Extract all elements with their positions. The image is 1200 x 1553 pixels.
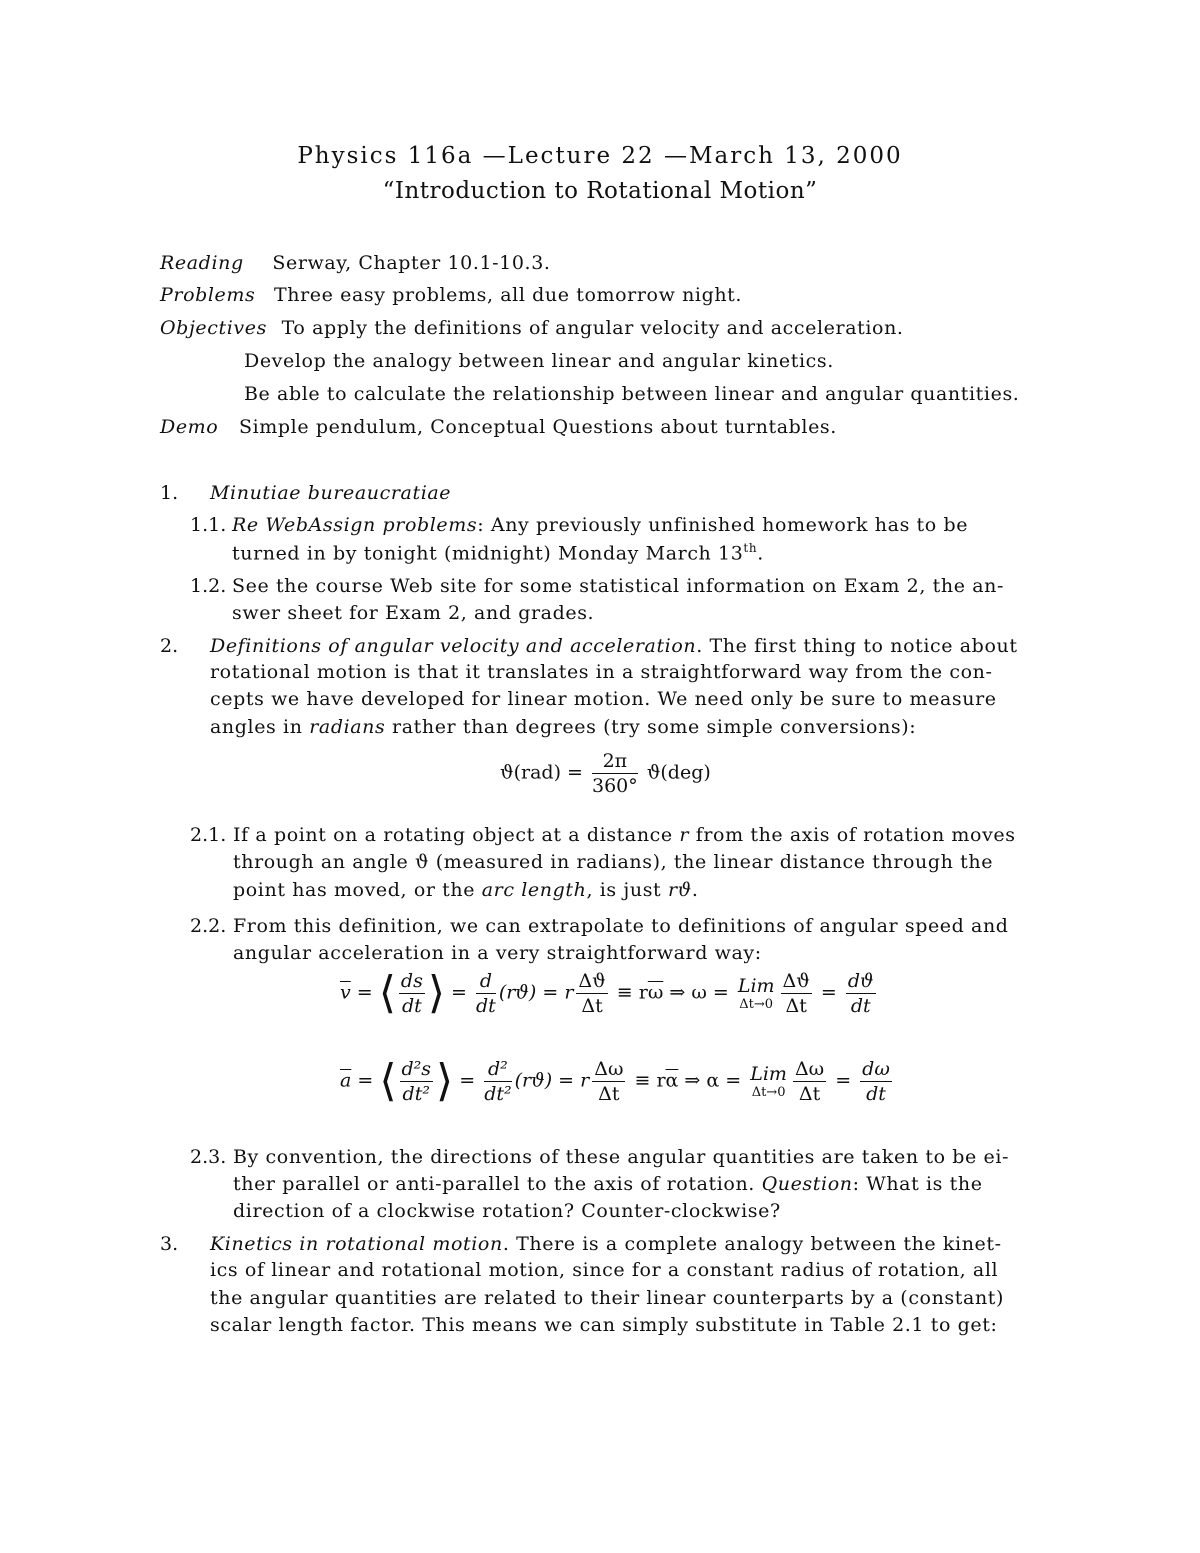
section-2-title-rest: . The first thing to notice about bbox=[696, 635, 1018, 657]
item-2-1-b: from the axis of rotation moves bbox=[689, 824, 1016, 846]
r-factor: r bbox=[564, 981, 574, 1004]
v-bar: $\overline{v}$ bbox=[340, 981, 351, 1004]
r-theta-term: (rϑ) bbox=[498, 981, 537, 1004]
objectives-line-3: Be able to calculate the relationship between linear and angular quantities. bbox=[244, 383, 1020, 405]
a-bar: $\overline{a}$ bbox=[340, 1069, 352, 1092]
limit-2 bbox=[750, 1063, 787, 1100]
d-dt-fraction bbox=[476, 970, 496, 1017]
d: d bbox=[476, 970, 496, 994]
limit bbox=[738, 975, 775, 1012]
item-1-1-line-2 bbox=[232, 541, 764, 564]
angle-conversion-equation bbox=[500, 750, 711, 797]
item-1-1-number: 1.1. bbox=[190, 514, 227, 536]
item-2-1-number: 2.1. bbox=[190, 824, 227, 846]
section-2-number: 2. bbox=[160, 635, 179, 657]
r-theta-term-2: (rϑ) bbox=[514, 1069, 553, 1092]
lim-sub: Δt→0 bbox=[739, 997, 774, 1012]
equiv-r: ≡ r bbox=[616, 981, 648, 1004]
section-3-line-1 bbox=[210, 1233, 1002, 1255]
right-angle-bracket: ⟩ bbox=[427, 967, 445, 1019]
section-2-line-3: cepts we have developed for linear motion. We need only be sure to measure bbox=[210, 688, 997, 710]
item-2-2-line-2: angular acceleration in a very straightforward way: bbox=[233, 942, 762, 964]
section-3-title: Kinetics in rotational motion bbox=[210, 1233, 503, 1255]
dt-2: dt bbox=[476, 995, 496, 1017]
lim: Lim bbox=[737, 975, 775, 997]
angular-acceleration-equation: $\overline{a}$ = ⟨ $\frac{\text{d²s}}{\text{dt²}}$ ⟩ = $\frac{\text{d²}}{\text{dt²}}$ (rϑ) = r $\frac{\Delta\omega}{\Delta t}$ ≡ $r\overline{\alpha}$ ⇒ α = Lim Δt→0 $\frac{\Delta\omega}{\Delta t}$ = $\frac{d\omega}{dt}$ bbox=[340, 1055, 890, 1107]
item-2-1-line-2: through an angle ϑ (measured in radians), the linear distance through the bbox=[233, 851, 994, 873]
delta-t: Δt bbox=[581, 995, 603, 1017]
d2: d² bbox=[484, 1058, 511, 1082]
problems-row bbox=[160, 284, 742, 306]
dt-3: dt bbox=[850, 995, 871, 1017]
section-1-title: Minutiae bureaucratiae bbox=[210, 482, 452, 504]
delta-theta: Δϑ bbox=[578, 970, 606, 992]
delta-theta-2: Δϑ bbox=[782, 970, 810, 992]
problems-text: Three easy problems, all due tomorrow night. bbox=[274, 284, 743, 306]
implies-omega: ⇒ ω = bbox=[669, 981, 729, 1004]
section-2-line-4-b: rather than degrees (try some simple conversions): bbox=[385, 716, 917, 738]
item-2-2-line-1: From this definition, we can extrapolate to definitions of angular speed and bbox=[233, 915, 1009, 937]
implies-alpha: ⇒ α = bbox=[684, 1069, 742, 1092]
item-2-3-line-3: direction of a clockwise rotation? Counter-clockwise? bbox=[233, 1200, 781, 1222]
domega-dt-derivative bbox=[860, 1058, 892, 1105]
objectives-row bbox=[160, 317, 904, 339]
dt: dt bbox=[401, 995, 422, 1017]
eq1-fraction bbox=[592, 750, 638, 797]
item-2-3-line-2 bbox=[233, 1173, 983, 1195]
delta-omega: Δω bbox=[594, 1058, 624, 1080]
objectives-line-2: Develop the analogy between linear and angular kinetics. bbox=[244, 350, 834, 372]
domega-dt-fraction bbox=[592, 1058, 625, 1105]
dt-4: dt bbox=[866, 1083, 886, 1105]
section-3-line-4: scalar length factor. This means we can simply substitute in Table 2.1 to get: bbox=[210, 1314, 998, 1336]
eq1-lhs: ϑ(rad) = bbox=[500, 761, 583, 784]
angular-velocity-equation: $\overline{v}$ = ⟨ $\frac{ds}{dt}$ ⟩ = $\frac{d}{dt}$ (rϑ) = r $\frac{\Delta ϑ}{\Delta t}$ ≡ $r\overline{\omega}$ ⇒ ω = Lim Δt→0 $\frac{\Delta ϑ}{\Delta t}$ = $\frac{dϑ}{dt}$ bbox=[340, 967, 874, 1019]
d2-dt2-fraction bbox=[484, 1058, 511, 1105]
arc-length-term: arc length bbox=[481, 879, 587, 901]
objectives-text: To apply the definitions of angular velocity and acceleration. bbox=[281, 317, 904, 339]
left-angle-bracket: ⟨ bbox=[378, 967, 396, 1019]
reading-text: Serway, Chapter 10.1-10.3. bbox=[272, 252, 551, 274]
item-1-1-end: . bbox=[757, 542, 764, 565]
item-2-3-line-2-a: ther parallel or anti-parallel to the axis of rotation. bbox=[233, 1173, 762, 1195]
item-2-1-line-3 bbox=[233, 879, 698, 901]
left-angle-bracket-2: ⟨ bbox=[379, 1055, 397, 1107]
item-2-1-end: . bbox=[691, 879, 699, 901]
ds-dt-fraction bbox=[399, 970, 425, 1017]
item-1-2-number: 1.2. bbox=[190, 575, 227, 597]
lim-sub-2: Δt→0 bbox=[751, 1085, 786, 1100]
r-theta: rϑ bbox=[667, 879, 692, 901]
dtheta-dt-derivative bbox=[846, 970, 876, 1017]
section-2-title: Definitions of angular velocity and acceleration bbox=[210, 635, 697, 657]
demo-row bbox=[160, 416, 837, 438]
item-1-2-line-2: swer sheet for Exam 2, and grades. bbox=[232, 602, 595, 624]
section-2-line-4 bbox=[210, 716, 916, 738]
delta-t-2: Δt bbox=[785, 995, 807, 1017]
equiv-r-2: ≡ r bbox=[634, 1069, 666, 1092]
dtheta-dt-fraction bbox=[576, 970, 607, 1017]
reading-row bbox=[160, 252, 551, 274]
eq1-numerator: 2π bbox=[592, 750, 638, 774]
right-angle-bracket-2: ⟩ bbox=[436, 1055, 454, 1107]
section-2-line-1 bbox=[210, 635, 1018, 657]
omega-bar: $\overline{\omega}$ bbox=[647, 981, 664, 1004]
item-2-2-number: 2.2. bbox=[190, 915, 227, 937]
item-1-2-line-1: See the course Web site for some statistical information on Exam 2, the an- bbox=[232, 575, 1004, 597]
delta-omega-2: Δω bbox=[794, 1058, 825, 1080]
ds: ds bbox=[400, 970, 423, 992]
section-1-number: 1. bbox=[160, 482, 179, 504]
r-factor-2: r bbox=[580, 1069, 590, 1092]
item-2-3-number: 2.3. bbox=[190, 1146, 227, 1168]
item-2-3-line-2-b: : What is the bbox=[852, 1173, 983, 1195]
d-theta: dϑ bbox=[847, 970, 874, 992]
section-3-title-rest: . There is a complete analogy between the kinet- bbox=[502, 1233, 1002, 1255]
section-2-line-2: rotational motion is that it translates in a straightforward way from the con- bbox=[210, 661, 993, 683]
webassign-lead: Re WebAssign problems bbox=[232, 514, 478, 536]
eq1-denominator: 360° bbox=[592, 775, 638, 797]
dt2-2: dt² bbox=[484, 1083, 512, 1105]
lecture-subtitle: “Introduction to Rotational Motion” bbox=[382, 178, 818, 204]
delta-t-4: Δt bbox=[798, 1083, 821, 1105]
section-3-line-3: the angular quantities are related to their linear counterparts by a (constant) bbox=[210, 1287, 1005, 1309]
ordinal-suffix: th bbox=[743, 541, 758, 555]
lim-2: Lim bbox=[750, 1063, 787, 1085]
d2s-dt2-fraction bbox=[400, 1058, 434, 1105]
item-2-3-line-1: By convention, the directions of these angular quantities are taken to be ei- bbox=[233, 1146, 1010, 1168]
d-omega: dω bbox=[862, 1058, 890, 1080]
lim-fraction-2 bbox=[793, 1058, 826, 1105]
item-1-1-line-1 bbox=[232, 514, 968, 536]
item-1-1-text: : Any previously unfinished homework has to be bbox=[477, 514, 969, 536]
dt2: dt² bbox=[402, 1083, 430, 1105]
problems-label: Problems bbox=[160, 284, 256, 306]
item-2-1-a: If a point on a rotating object at a distance bbox=[233, 824, 680, 846]
item-2-1-line-3-a: point has moved, or the bbox=[233, 879, 482, 901]
section-2-line-4-a: angles in bbox=[210, 716, 310, 738]
section-3-number: 3. bbox=[160, 1233, 179, 1255]
radians-term: radians bbox=[309, 716, 386, 738]
item-1-1-line-2-text: turned in by tonight (midnight) Monday March 13 bbox=[232, 542, 744, 565]
eq1-rhs: ϑ(deg) bbox=[646, 761, 711, 784]
demo-label: Demo bbox=[160, 416, 219, 438]
alpha-bar: $\overline{\alpha}$ bbox=[665, 1069, 679, 1092]
item-2-1-line-3-b: , is just bbox=[586, 879, 668, 901]
objectives-label: Objectives bbox=[160, 317, 267, 339]
lim-fraction bbox=[781, 970, 812, 1017]
delta-t-3: Δt bbox=[598, 1083, 620, 1105]
section-3-line-2: ics of linear and rotational motion, since for a constant radius of rotation, all bbox=[210, 1259, 999, 1281]
d2s: d²s bbox=[401, 1058, 432, 1080]
demo-text: Simple pendulum, Conceptual Questions about turntables. bbox=[238, 416, 837, 438]
reading-label: Reading bbox=[160, 252, 244, 274]
item-2-1-line-1 bbox=[233, 824, 1016, 846]
distance-r: r bbox=[679, 824, 690, 846]
question-term: Question bbox=[761, 1173, 853, 1195]
lecture-title: Physics 116a —Lecture 22 —March 13, 2000 bbox=[297, 143, 903, 169]
